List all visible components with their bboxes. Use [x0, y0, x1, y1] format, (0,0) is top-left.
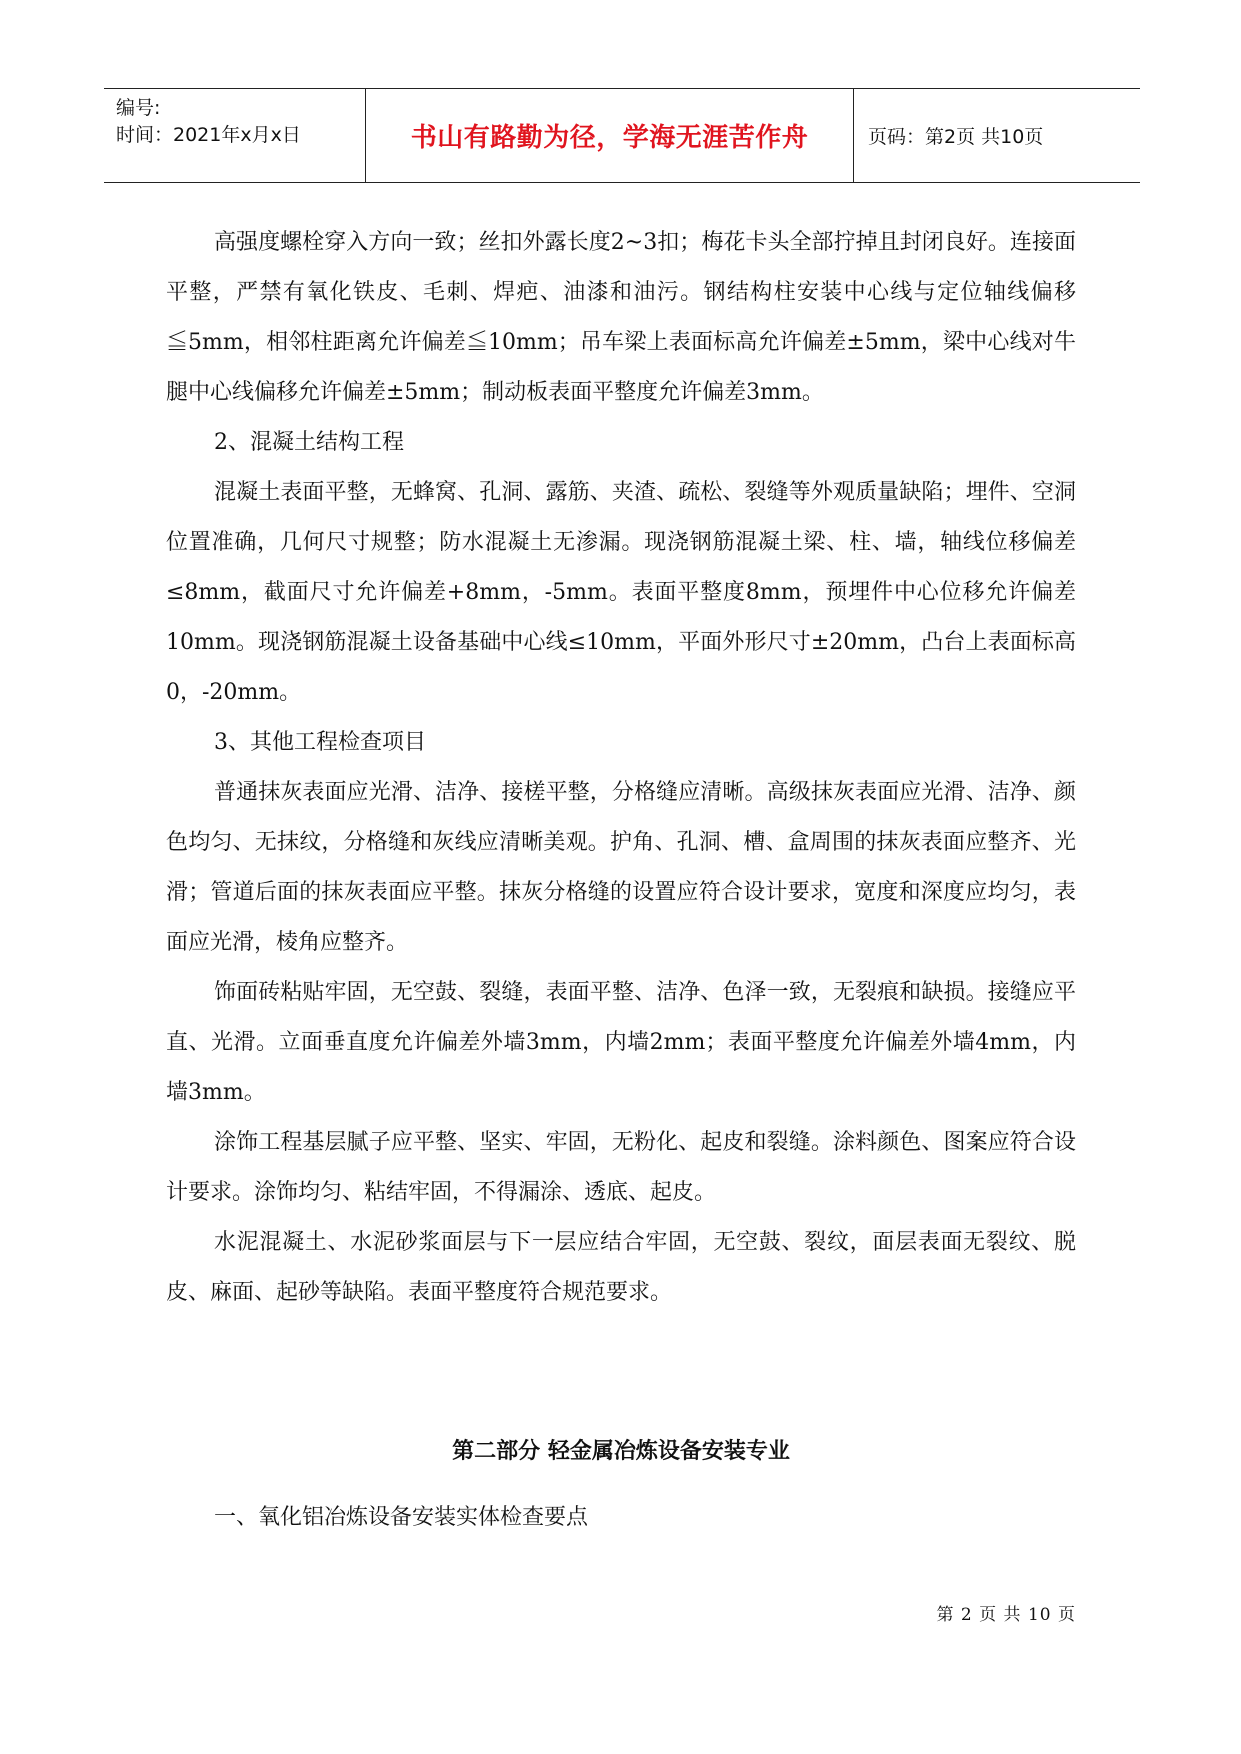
- heading-other-works: 3、其他工程检查项目: [214, 730, 426, 755]
- heading-concrete: 2、混凝土结构工程: [214, 430, 404, 455]
- body-paragraph: 涂饰工程基层腻子应平整、坚实、牢固，无粉化、起皮和裂缝。涂料颜色、图案应符合设计要求。涂饰均匀、粘结牢固，不得漏涂、透底、起皮。: [166, 1130, 1076, 1205]
- document-body: [166, 218, 1076, 1318]
- header-page-label: 页码：第2页 共10页: [868, 126, 1044, 148]
- section-title: 第二部分 轻金属冶炼设备安装专业: [452, 1439, 790, 1464]
- doc-time-label: 时间：2021年x月x日: [116, 124, 301, 146]
- header-motto: 书山有路勤为径，学海无涯苦作舟: [366, 89, 854, 182]
- body-paragraph: 高强度螺栓穿入方向一致；丝扣外露长度2~3扣；梅花卡头全部拧掉且封闭良好。连接面平整，严禁有氧化铁皮、毛刺、焊疤、油漆和油污。钢结构柱安装中心线与定位轴线偏移≦5mm，相邻柱距离允许偏差≦10mm；吊车梁上表面标高允许偏差±5mm，梁中心线对牛腿中心线偏移允许偏差±5mm；制动板表面平整度允许偏差3mm。: [166, 230, 1076, 405]
- subsection-title: 一、氧化铝冶炼设备安装实体检查要点: [214, 1505, 589, 1530]
- body-paragraph: 饰面砖粘贴牢固，无空鼓、裂缝，表面平整、洁净、色泽一致，无裂痕和缺损。接缝应平直、光滑。立面垂直度允许偏差外墙3mm，内墙2mm；表面平整度允许偏差外墙4mm，内墙3mm。: [166, 980, 1076, 1105]
- header-meta: [104, 89, 366, 182]
- body-paragraph: 水泥混凝土、水泥砂浆面层与下一层应结合牢固，无空鼓、裂纹，面层表面无裂纹、脱皮、麻面、起砂等缺陷。表面平整度符合规范要求。: [166, 1230, 1076, 1305]
- body-paragraph: 混凝土表面平整，无蜂窝、孔洞、露筋、夹渣、疏松、裂缝等外观质量缺陷；埋件、空洞位置准确，几何尺寸规整；防水混凝土无渗漏。现浇钢筋混凝土梁、柱、墙，轴线位移偏差≤8mm，截面尺寸允许偏差+8mm，-5mm。表面平整度8mm，预埋件中心位移允许偏差10mm。现浇钢筋混凝土设备基础中心线≤10mm，平面外形尺寸±20mm，凸台上表面标高0，-20mm。: [166, 480, 1076, 705]
- doc-number-label: 编号:: [116, 97, 161, 119]
- page-footer: 第 2 页 共 10 页: [936, 1605, 1076, 1625]
- body-paragraph: 普通抹灰表面应光滑、洁净、接槎平整，分格缝应清晰。高级抹灰表面应光滑、洁净、颜色均匀、无抹纹，分格缝和灰线应清晰美观。护角、孔洞、槽、盒周围的抹灰表面应整齐、光滑；管道后面的抹灰表面应平整。抹灰分格缝的设置应符合设计要求，宽度和深度应均匀，表面应光滑，棱角应整齐。: [166, 780, 1076, 955]
- document-header: [104, 88, 1140, 183]
